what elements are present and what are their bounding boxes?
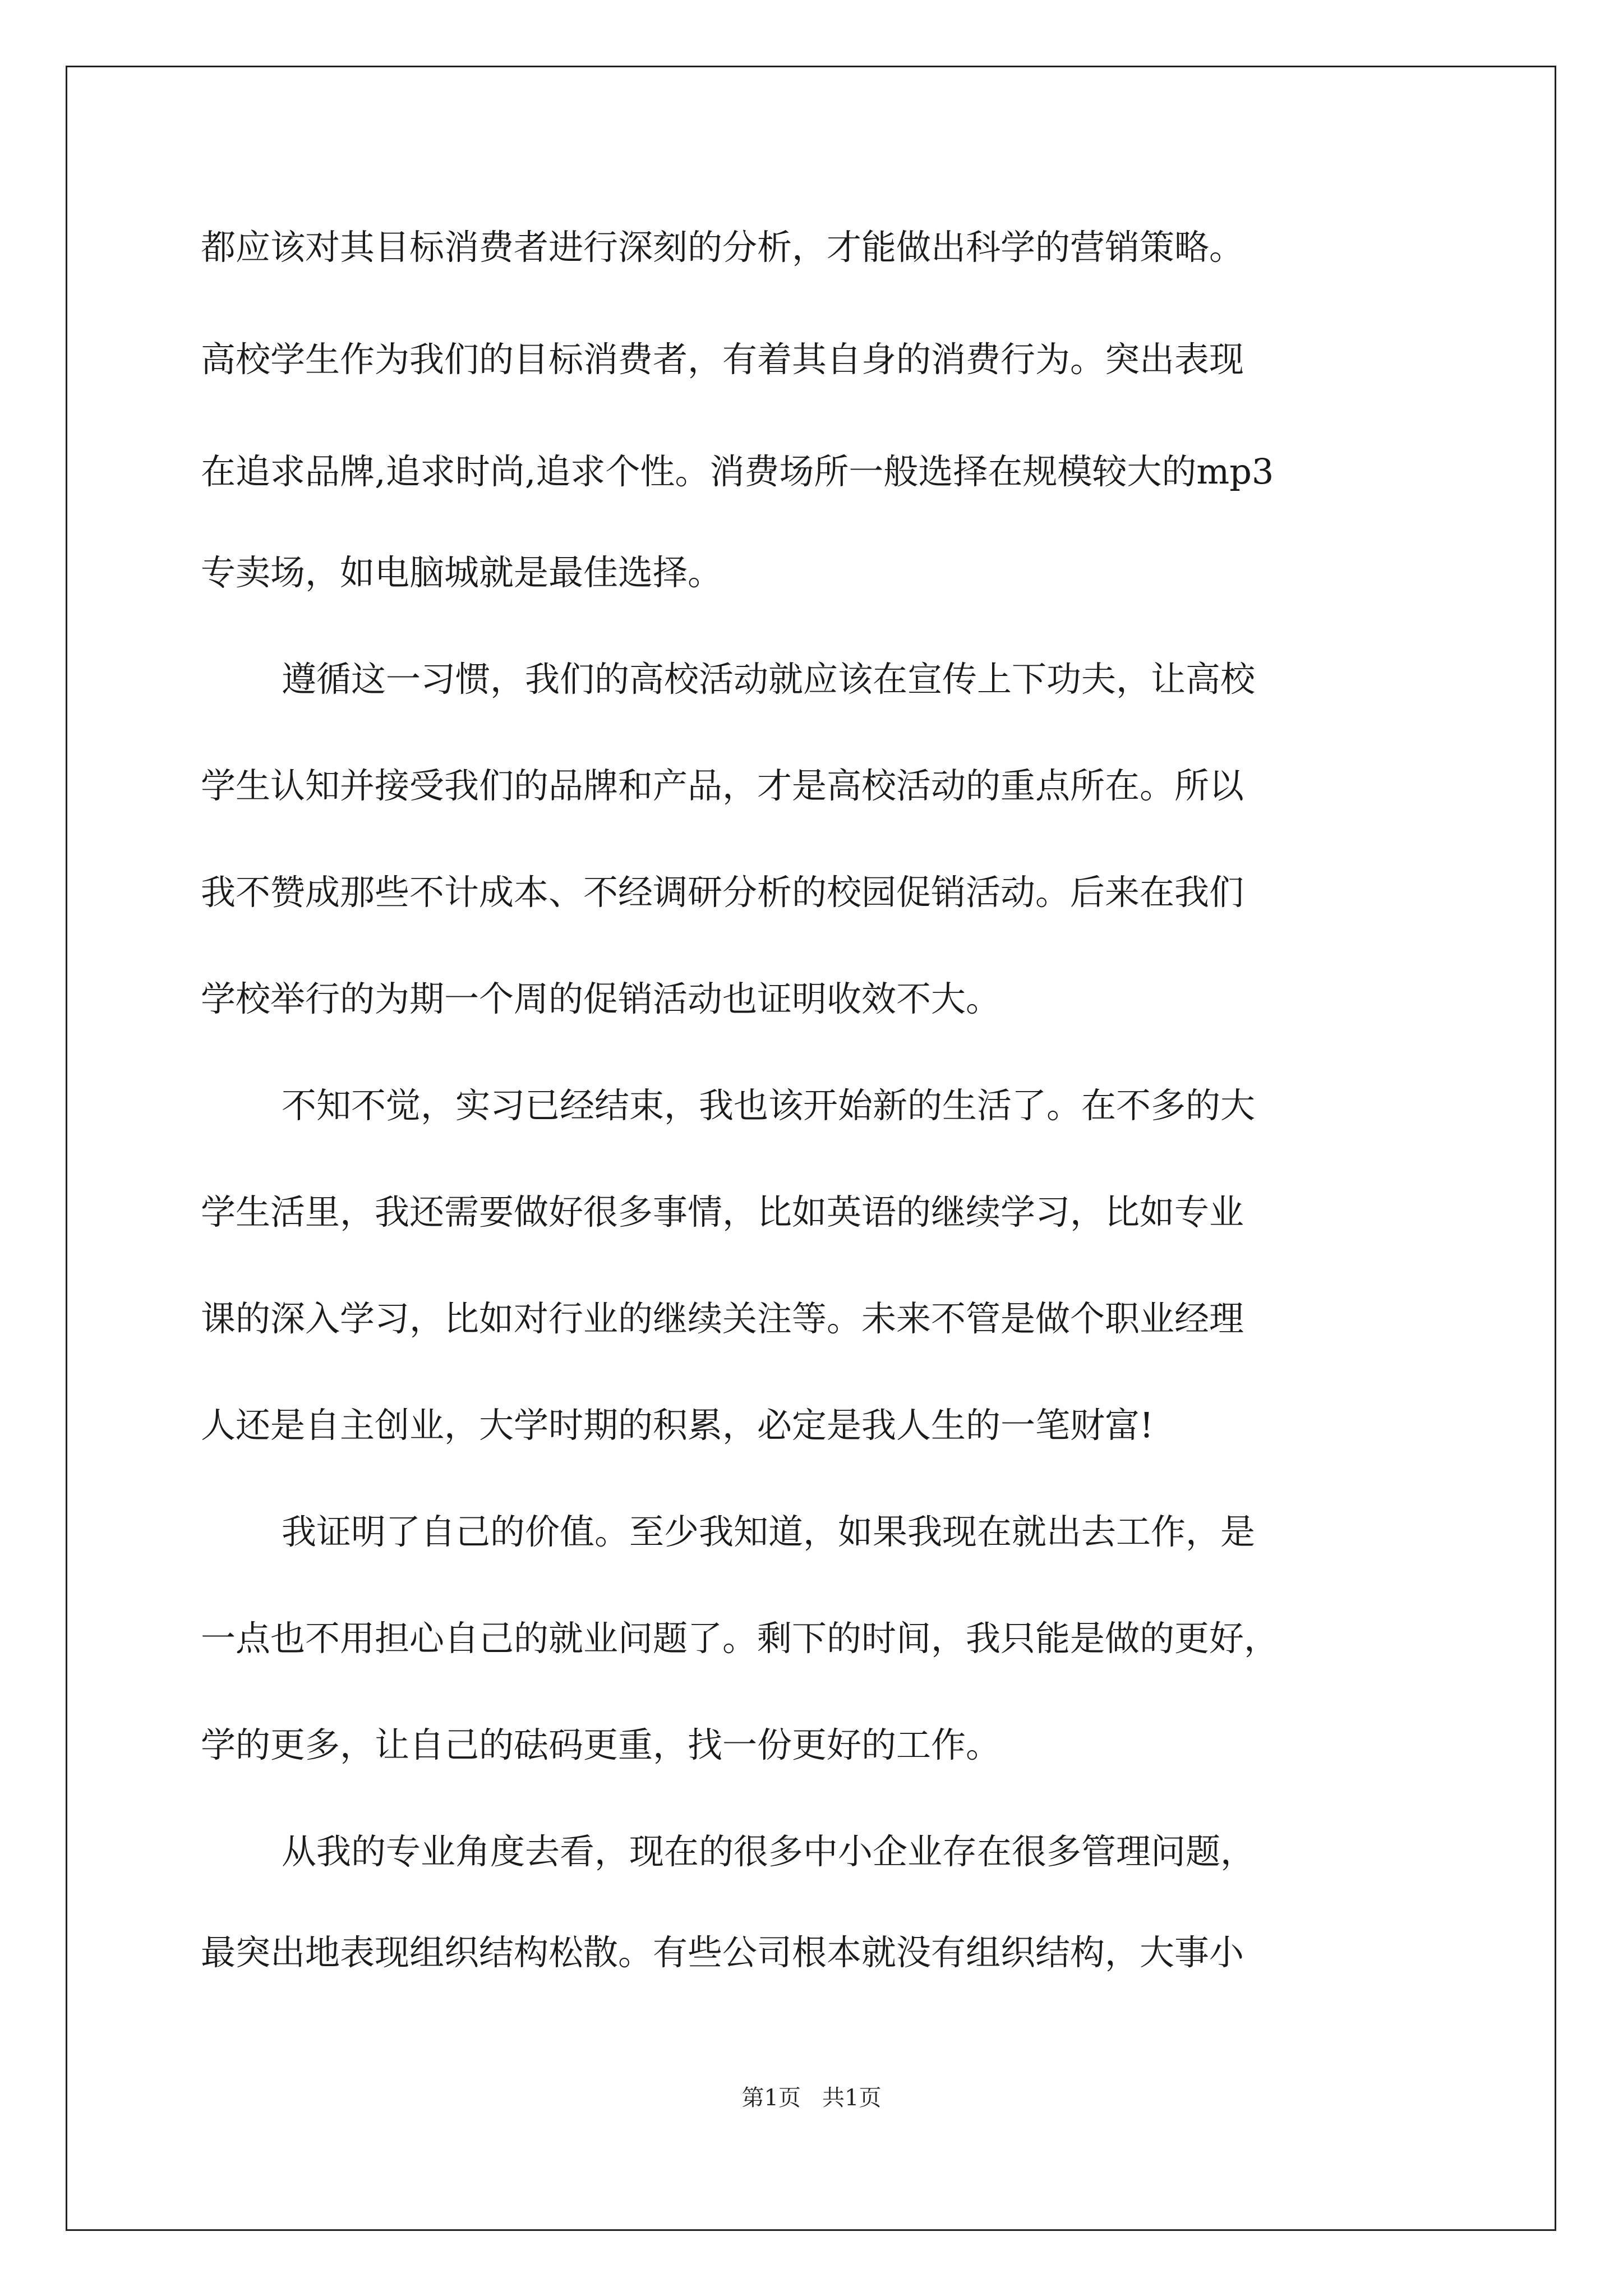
text-line: 学生认知并接受我们的品牌和产品，才是高校活动的重点所在。所以 — [201, 765, 1244, 806]
paragraph-start-line: 从我的专业角度去看，现在的很多中小企业存在很多管理问题， — [282, 1831, 1256, 1872]
paragraph-start-line: 不知不觉，实习已经结束，我也该开始新的生活了。在不多的大 — [282, 1085, 1256, 1126]
page-number-footer: 第1页 共1页 — [741, 2085, 882, 2111]
text-line: 最突出地表现组织结构松散。有些公司根本就没有组织结构，大事小 — [201, 1932, 1244, 1973]
text-line: 课的深入学习，比如对行业的继续关注等。未来不管是做个职业经理 — [201, 1298, 1244, 1339]
text-line: 在追求品牌,追求时尚,追求个性。消费场所一般选择在规模较大的mp3 — [201, 451, 1274, 492]
text-line: 高校学生作为我们的目标消费者，有着其自身的消费行为。突出表现 — [201, 339, 1244, 380]
text-line: 专卖场，如电脑城就是最佳选择。 — [201, 552, 723, 593]
paragraph-start-line: 遵循这一习惯，我们的高校活动就应该在宣传上下功夫，让高校 — [282, 659, 1256, 700]
text-line: 人还是自主创业，大学时期的积累，必定是我人生的一笔财富! — [201, 1405, 1154, 1446]
text-line: 一点也不用担心自己的就业问题了。剩下的时间，我只能是做的更好， — [201, 1618, 1279, 1659]
text-line: 学生活里，我还需要做好很多事情，比如英语的继续学习，比如专业 — [201, 1191, 1244, 1232]
text-line: 我不赞成那些不计成本、不经调研分析的校园促销活动。后来在我们 — [201, 872, 1244, 913]
text-line: 学的更多，让自己的砝码更重，找一份更好的工作。 — [201, 1724, 1001, 1765]
text-line: 学校举行的为期一个周的促销活动也证明收效不大。 — [201, 978, 1001, 1019]
text-line: 都应该对其目标消费者进行深刻的分析，才能做出科学的营销策略。 — [201, 227, 1244, 268]
paragraph-start-line: 我证明了自己的价值。至少我知道，如果我现在就出去工作，是 — [282, 1511, 1256, 1552]
